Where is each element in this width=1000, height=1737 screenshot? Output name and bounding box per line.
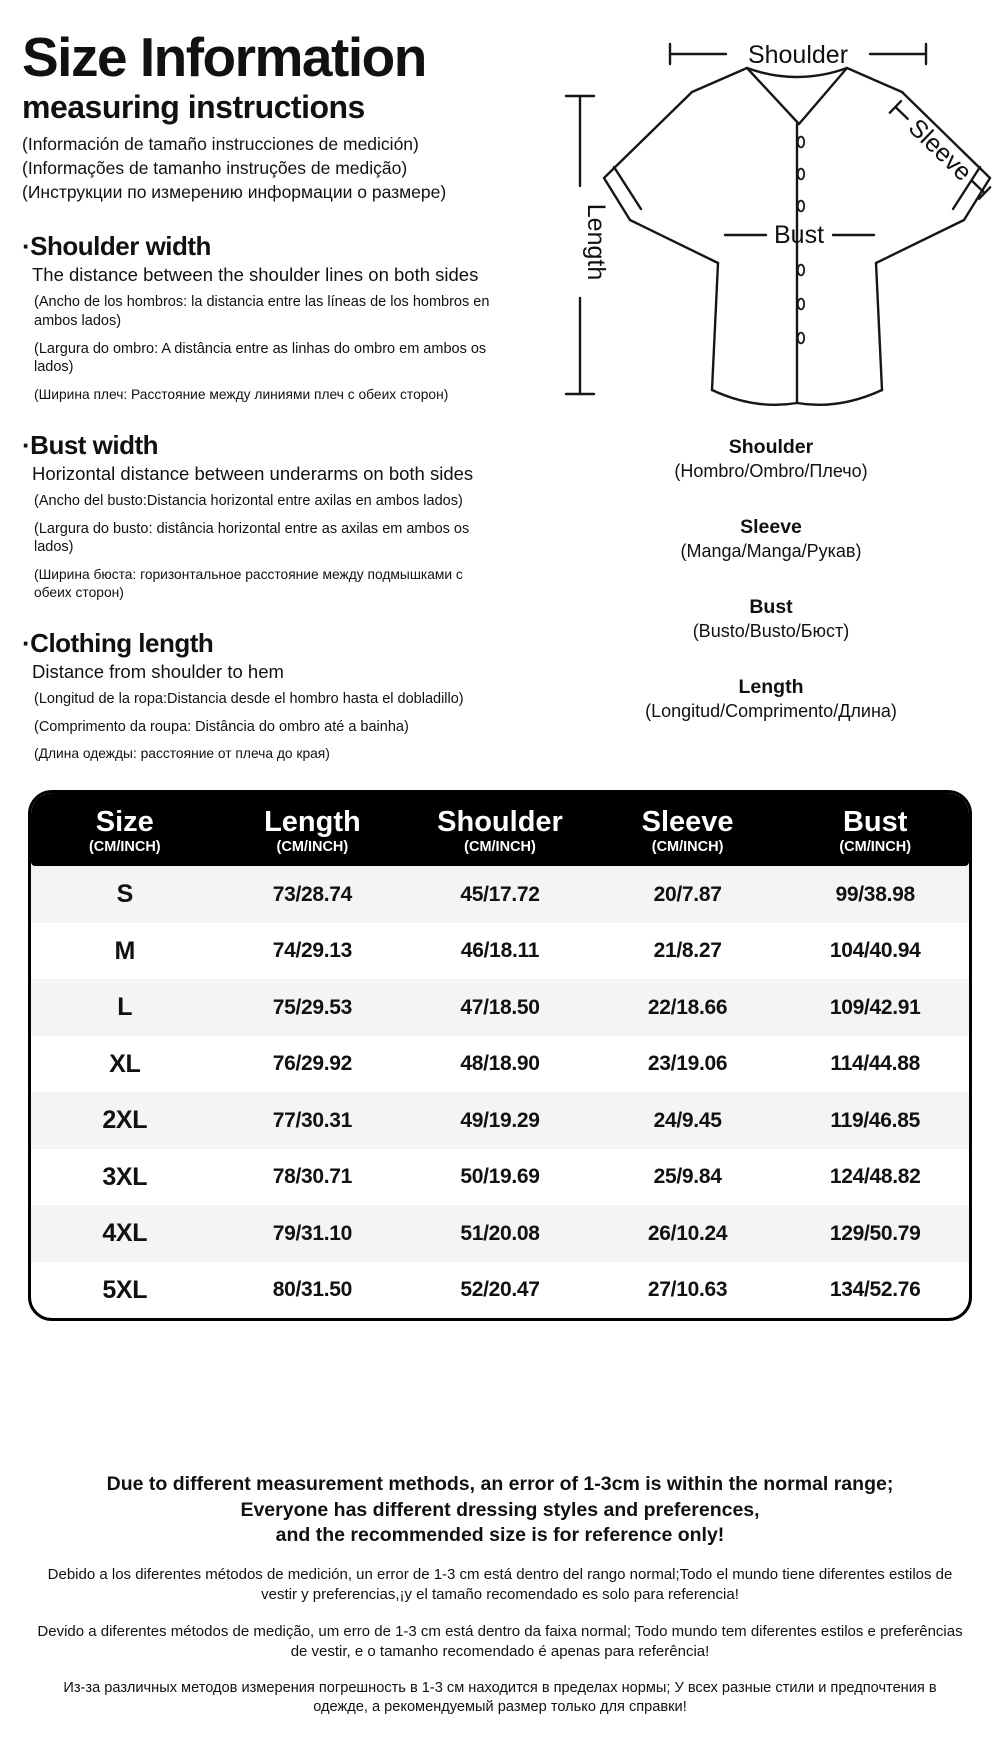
translation-pt: (Largura do busto: distância horizontal entre as axilas em ambos os lados) xyxy=(34,520,470,556)
cell-bust: 134/52.76 xyxy=(829,1278,921,1302)
table-row-l xyxy=(31,979,969,1036)
section-title-text: Shoulder width xyxy=(30,231,211,262)
column-header-bust xyxy=(781,806,969,855)
size-table-header xyxy=(31,793,969,866)
translation-ru: (Ширина плеч: Расстояние между линиями плеч с обеих сторон) xyxy=(34,386,449,402)
column-header-shoulder xyxy=(406,806,594,855)
shirt-right-side xyxy=(876,263,882,390)
cell-size: 4XL xyxy=(102,1219,148,1248)
shoulder-diagram-label: Shoulder xyxy=(747,41,849,69)
translation-pt: (Comprimento da roupa: Distância do ombro até a bainha) xyxy=(34,718,409,735)
cell-shoulder: 47/18.50 xyxy=(460,995,540,1019)
cell-sleeve: 25/9.84 xyxy=(653,1165,722,1189)
section-title-text: Clothing length xyxy=(30,628,214,659)
translation-es: (Ancho de los hombros: la distancia entre las líneas de los hombros en ambos lados) xyxy=(34,294,490,329)
bullet: · xyxy=(22,628,31,659)
cell-length: 75/29.53 xyxy=(272,995,353,1019)
cell-sleeve: 27/10.63 xyxy=(647,1278,728,1302)
section-description: The distance between the shoulder lines on both sides xyxy=(32,264,479,286)
legend-item-sleeve xyxy=(542,516,1000,562)
size-table xyxy=(28,790,972,1321)
translation-ru: (Ширина бюста: горизонтальное расстояние между подмышками с обеих сторон) xyxy=(34,566,463,600)
footer-note-pt: Devido a diferentes métodos de medição, um erro de 1-3 cm está dentro da faixa normal; Todo mundo tem diferentes estilos e preferências de vestir, e o tamanho recomendado é apenas para referência! xyxy=(37,1622,963,1660)
page-title: Size Information xyxy=(22,26,426,88)
section-translations xyxy=(22,293,542,403)
legend-translation: (Longitud/Comprimento/Длина) xyxy=(645,701,897,721)
button xyxy=(798,137,804,148)
shirt-left-shoulder-seam xyxy=(692,68,747,92)
section-clothing-length xyxy=(22,628,542,763)
cell-shoulder: 50/19.69 xyxy=(460,1165,540,1189)
cell-sleeve: 21/8.27 xyxy=(653,939,722,963)
cell-shoulder: 52/20.47 xyxy=(460,1278,540,1302)
button xyxy=(798,333,804,344)
legend-term: Sleeve xyxy=(740,516,802,538)
diagram-legend xyxy=(542,436,1000,722)
translation-pt: (Largura do ombro: A distância entre as linhas do ombro em ambos os lados) xyxy=(34,340,487,376)
cell-sleeve: 23/19.06 xyxy=(647,1052,728,1076)
legend-item-length xyxy=(542,676,1000,722)
section-title-text: Bust width xyxy=(30,430,159,461)
top-section xyxy=(0,0,1000,790)
footer-bold-line: Everyone has different dressing styles and preferences, xyxy=(240,1498,760,1521)
cell-shoulder: 49/19.29 xyxy=(460,1108,540,1132)
cell-bust: 124/48.82 xyxy=(829,1165,921,1189)
section-translations xyxy=(22,690,542,763)
footer-bold-line: and the recommended size is for reference only! xyxy=(275,1524,725,1547)
button xyxy=(798,299,804,310)
section-title xyxy=(22,231,542,262)
footer-note-es: Debido a los diferentes métodos de medición, un error de 1-3 cm está dentro del rango normal;Todo el mundo tiene diferentes estilos de vestir y preferencias,¡y el tamaño recomendado es solo para referencia! xyxy=(47,1566,953,1604)
cell-size: M xyxy=(114,936,136,965)
subtitle-translation-ru: (Инструкции по измерению информации о размере) xyxy=(22,182,447,203)
translation-es: (Longitud de la ropa:Distancia desde el hombro hasta el dobladillo) xyxy=(34,691,464,708)
shirt-neckline xyxy=(747,68,847,77)
column-label: Length xyxy=(264,806,361,838)
cell-length: 73/28.74 xyxy=(272,882,353,906)
bullet: · xyxy=(22,231,31,262)
table-row-2xl xyxy=(31,1092,969,1149)
footer-bold-note xyxy=(0,1472,1000,1548)
cell-bust: 119/46.85 xyxy=(830,1108,920,1132)
legend-item-shoulder xyxy=(542,436,1000,482)
legend-item-bust xyxy=(542,596,1000,642)
legend-term: Bust xyxy=(749,596,793,618)
bust-diagram-label: Bust xyxy=(773,221,825,249)
legend-translation: (Busto/Busto/Бюст) xyxy=(692,621,850,641)
section-title xyxy=(22,628,542,659)
table-row-4xl xyxy=(31,1205,969,1262)
cell-bust: 114/44.88 xyxy=(830,1052,920,1076)
bullet: · xyxy=(22,430,31,461)
column-unit: (CM/INCH) xyxy=(651,839,724,856)
cell-length: 78/30.71 xyxy=(272,1165,353,1189)
footer-bold-line: Due to different measurement methods, an error of 1-3cm is within the normal range; xyxy=(106,1473,894,1496)
section-bust-width xyxy=(22,430,542,601)
section-description: Distance from shoulder to hem xyxy=(32,661,284,683)
column-label: Size xyxy=(95,806,154,838)
button xyxy=(798,265,804,276)
cell-length: 74/29.13 xyxy=(272,939,353,963)
cell-size: XL xyxy=(109,1049,141,1078)
shirt-left-side xyxy=(712,263,718,390)
table-row-3xl xyxy=(31,1149,969,1206)
cell-size: 3XL xyxy=(102,1162,148,1191)
section-translations xyxy=(22,492,542,601)
subtitle-translation-es: (Información de tamaño instrucciones de medición) xyxy=(22,134,419,154)
cell-shoulder: 46/18.11 xyxy=(460,939,540,963)
page-subtitle: measuring instructions xyxy=(22,89,365,125)
cell-bust: 109/42.91 xyxy=(829,995,921,1019)
cell-length: 77/30.31 xyxy=(272,1108,353,1132)
cell-sleeve: 20/7.87 xyxy=(653,882,722,906)
cell-sleeve: 22/18.66 xyxy=(647,995,728,1019)
cell-size: 2XL xyxy=(102,1106,148,1135)
cell-shoulder: 48/18.90 xyxy=(460,1052,540,1076)
cell-length: 76/29.92 xyxy=(272,1052,353,1076)
shirt-measurement-diagram xyxy=(542,30,1000,422)
column-unit: (CM/INCH) xyxy=(464,839,536,856)
column-label: Shoulder xyxy=(437,806,563,838)
cell-length: 79/31.10 xyxy=(272,1221,353,1245)
column-label: Bust xyxy=(842,806,908,838)
sleeve-diagram-label: Sleeve xyxy=(902,113,978,187)
cell-bust: 104/40.94 xyxy=(829,939,921,963)
cell-length: 80/31.50 xyxy=(272,1278,353,1302)
legend-translation: (Hombro/Ombro/Плечо) xyxy=(674,461,868,481)
column-unit: (CM/INCH) xyxy=(88,839,161,856)
footer-notes xyxy=(0,1472,1000,1717)
section-title xyxy=(22,430,542,461)
sleeve-line-start xyxy=(895,107,907,119)
column-header-length xyxy=(219,806,407,855)
button xyxy=(798,169,804,180)
diagram-column xyxy=(542,30,1000,790)
column-unit: (CM/INCH) xyxy=(839,839,912,856)
table-row-xl xyxy=(31,1036,969,1093)
length-diagram-label: Length xyxy=(582,203,610,281)
cell-size: S xyxy=(116,880,133,909)
column-label: Sleeve xyxy=(641,806,734,838)
table-row-m xyxy=(31,923,969,980)
translation-es: (Ancho del busto:Distancia horizontal entre axilas en ambos lados) xyxy=(34,493,463,510)
cell-bust: 129/50.79 xyxy=(829,1221,921,1245)
cell-shoulder: 45/17.72 xyxy=(460,882,540,906)
table-row-5xl xyxy=(31,1262,969,1319)
legend-term: Shoulder xyxy=(728,436,814,458)
cell-size: 5XL xyxy=(102,1275,148,1304)
translation-ru: (Длина одежды: расстояние от плеча до края) xyxy=(34,746,330,762)
legend-term: Length xyxy=(738,676,804,698)
instructions-column xyxy=(22,26,542,790)
column-header-size xyxy=(31,806,219,855)
sleeve-line-end xyxy=(972,181,984,193)
cell-sleeve: 24/9.45 xyxy=(653,1108,722,1132)
section-description: Horizontal distance between underarms on both sides xyxy=(32,463,474,485)
cell-sleeve: 26/10.24 xyxy=(647,1221,728,1245)
cell-bust: 99/38.98 xyxy=(835,882,915,906)
shirt-right-shoulder-seam xyxy=(847,68,902,92)
legend-translation: (Manga/Manga/Рукав) xyxy=(680,541,862,561)
column-header-sleeve xyxy=(594,806,782,855)
column-unit: (CM/INCH) xyxy=(276,839,349,856)
table-row-s xyxy=(31,866,969,923)
subtitle-translation-pt: (Informações de tamanho instruções de medição) xyxy=(22,158,408,179)
button xyxy=(798,201,804,212)
section-shoulder-width xyxy=(22,231,542,403)
footer-note-ru: Из-за различных методов измерения погрешность в 1-3 см находится в пределах нормы; У всех разные стили и предпочтения в одежде, а рекомендуемый размер только для справки! xyxy=(63,1679,937,1715)
sleeve-marker xyxy=(886,97,995,203)
cell-shoulder: 51/20.08 xyxy=(460,1221,540,1245)
subtitle-translations xyxy=(22,132,542,204)
cell-size: L xyxy=(117,993,133,1022)
